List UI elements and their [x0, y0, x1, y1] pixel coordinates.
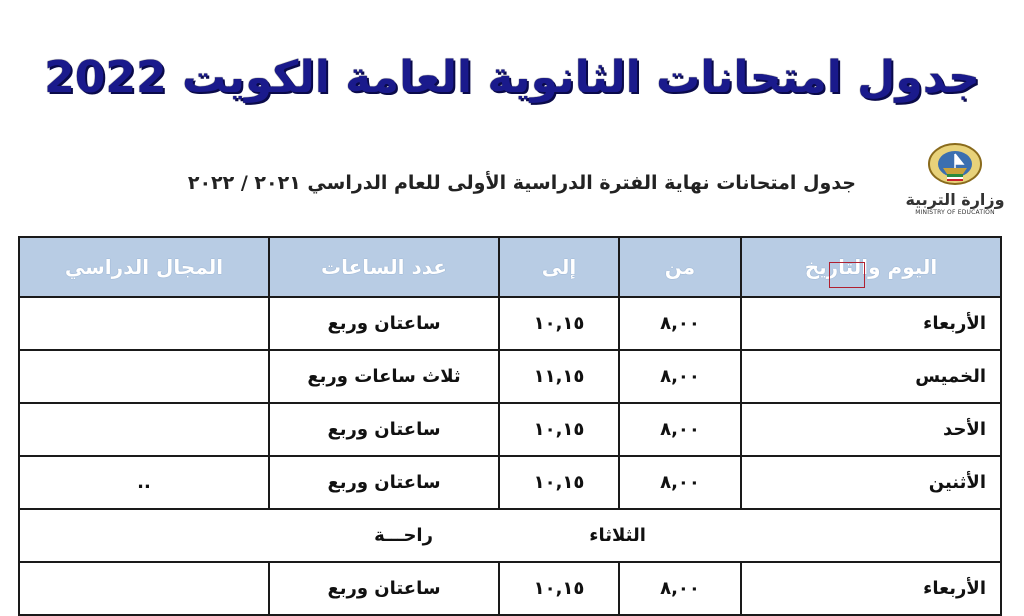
header-hours: عدد الساعات: [269, 237, 499, 297]
page-subtitle: جدول امتحانات نهاية الفترة الدراسية الأولى للعام الدراسي ٢٠٢١ / ٢٠٢٢: [187, 172, 856, 194]
table-row-rest: [19, 509, 1001, 562]
header-subject: المجال الدراسي: [19, 237, 269, 297]
logo-name-ar: وزارة التربية: [905, 190, 1005, 209]
page-title: جدول امتحانات الثانوية العامة الكويت 2022: [44, 52, 980, 103]
cell-day: الأثنين: [741, 456, 1001, 509]
cell-hours: ساعتان وربع: [269, 562, 499, 615]
cell-from: ٨,٠٠: [619, 297, 741, 350]
rest-day: الثلاثاء: [589, 525, 646, 546]
rest-label: راحـــة: [374, 525, 433, 546]
ministry-logo: [900, 140, 1010, 220]
rest-cell: [19, 509, 1001, 562]
header-day-date: اليوم والتاريخ: [741, 237, 1001, 297]
cell-from: ٨,٠٠: [619, 350, 741, 403]
cell-subject: [19, 562, 269, 615]
cell-to: ١١,١٥: [499, 350, 619, 403]
cell-hours: ساعتان وربع: [269, 403, 499, 456]
exam-schedule-table: [18, 236, 1002, 616]
cell-subject: [19, 350, 269, 403]
table-row: [19, 297, 1001, 350]
cell-subject: [19, 297, 269, 350]
cell-subject: [19, 403, 269, 456]
cell-day: الأربعاء: [741, 297, 1001, 350]
cell-hours: ساعتان وربع: [269, 297, 499, 350]
cell-to: ١٠,١٥: [499, 403, 619, 456]
cell-to: ١٠,١٥: [499, 456, 619, 509]
cell-subject: ..: [19, 456, 269, 509]
cell-to: ١٠,١٥: [499, 297, 619, 350]
table-row: [19, 456, 1001, 509]
header-to: إلى: [499, 237, 619, 297]
table-row: [19, 350, 1001, 403]
cell-hours: ثلاث ساعات وربع: [269, 350, 499, 403]
highlight-box: [829, 262, 865, 288]
table-row: [19, 403, 1001, 456]
cell-day: الأحد: [741, 403, 1001, 456]
cell-from: ٨,٠٠: [619, 456, 741, 509]
kuwait-emblem-icon: [925, 140, 985, 186]
cell-hours: ساعتان وربع: [269, 456, 499, 509]
logo-name-en: MINISTRY OF EDUCATION: [915, 209, 995, 216]
cell-day: الأربعاء: [741, 562, 1001, 615]
cell-from: ٨,٠٠: [619, 403, 741, 456]
cell-day: الخميس: [741, 350, 1001, 403]
header-from: من: [619, 237, 741, 297]
table-row: [19, 562, 1001, 615]
cell-from: ٨,٠٠: [619, 562, 741, 615]
cell-to: ١٠,١٥: [499, 562, 619, 615]
